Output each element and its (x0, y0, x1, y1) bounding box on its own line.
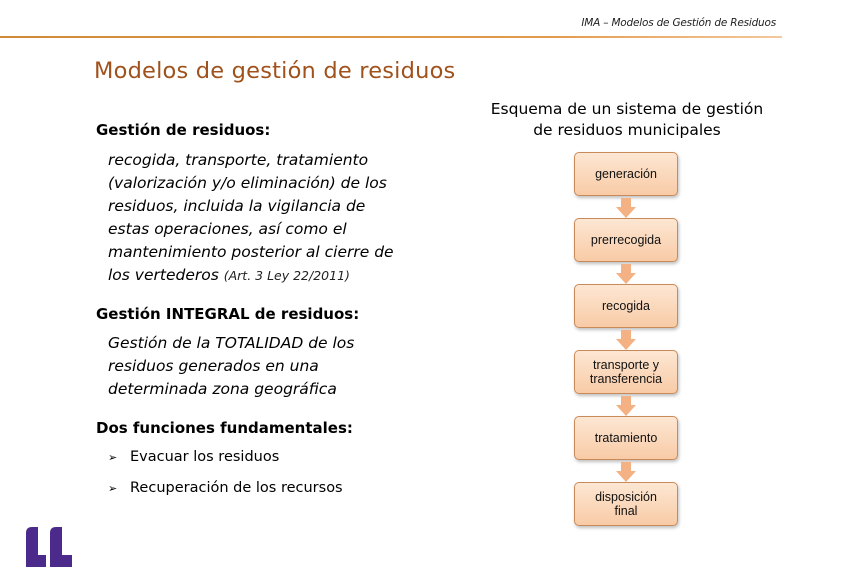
legal-citation: (Art. 3 Ley 22/2011) (223, 268, 350, 283)
flow-step-prerrecogida (574, 218, 678, 262)
gestion-line: los vertederos (108, 266, 219, 284)
integral-line: determinada zona geográfica (108, 380, 337, 398)
bullet-text: Evacuar los residuos (130, 449, 280, 465)
funciones-heading: Dos funciones fundamentales: (96, 419, 353, 437)
slide-title: Modelos de gestión de residuos (94, 58, 456, 84)
integral-heading: Gestión INTEGRAL de residuos: (96, 305, 360, 323)
header-rule (0, 36, 782, 38)
bullet-text: Recuperación de los recursos (130, 480, 343, 496)
gestion-line-last (108, 264, 468, 287)
flow-step-tratamiento (574, 416, 678, 460)
university-logo-icon (24, 525, 74, 567)
flow-step-label: disposición final (595, 490, 657, 518)
flow-step-label: generación (595, 167, 657, 181)
flow-step-transporte (574, 350, 678, 394)
down-arrow-icon (616, 264, 636, 284)
gestion-line: mantenimiento posterior al cierre de (108, 243, 394, 261)
running-header: IMA – Modelos de Gestión de Residuos (581, 17, 776, 29)
gestion-line: residuos, incluida la vigilancia de (108, 197, 366, 215)
flow-step-label: recogida (602, 299, 650, 313)
gestion-heading: Gestión de residuos: (96, 121, 271, 139)
flow-step-label: tratamiento (594, 431, 658, 445)
gestion-line: recogida, transporte, tratamiento (108, 151, 369, 169)
diagram-title-line: de residuos municipales (533, 121, 721, 139)
diagram-title-line: Esquema de un sistema de gestión (490, 100, 764, 118)
down-arrow-icon (616, 330, 636, 350)
flow-step-recogida (574, 284, 678, 328)
down-arrow-icon (616, 396, 636, 416)
gestion-definition (108, 149, 468, 287)
diagram-title (464, 99, 790, 141)
bullet-item (108, 480, 343, 496)
bullet-item (108, 449, 279, 465)
integral-definition (108, 332, 468, 401)
integral-line: Gestión de la TOTALIDAD de los (108, 334, 355, 352)
down-arrow-icon (616, 198, 636, 218)
integral-line: residuos generados en una (108, 357, 319, 375)
flow-step-generacion (574, 152, 678, 196)
bullet-arrow-icon: ➢ (108, 450, 118, 464)
bullet-arrow-icon: ➢ (108, 481, 118, 495)
gestion-line: (valorización y/o eliminación) de los (108, 174, 387, 192)
gestion-line: estas operaciones, así como el (108, 220, 347, 238)
flow-step-label: transporte y transferencia (589, 358, 663, 386)
flow-step-disposicion (574, 482, 678, 526)
flow-step-label: prerrecogida (590, 233, 662, 247)
down-arrow-icon (616, 462, 636, 482)
